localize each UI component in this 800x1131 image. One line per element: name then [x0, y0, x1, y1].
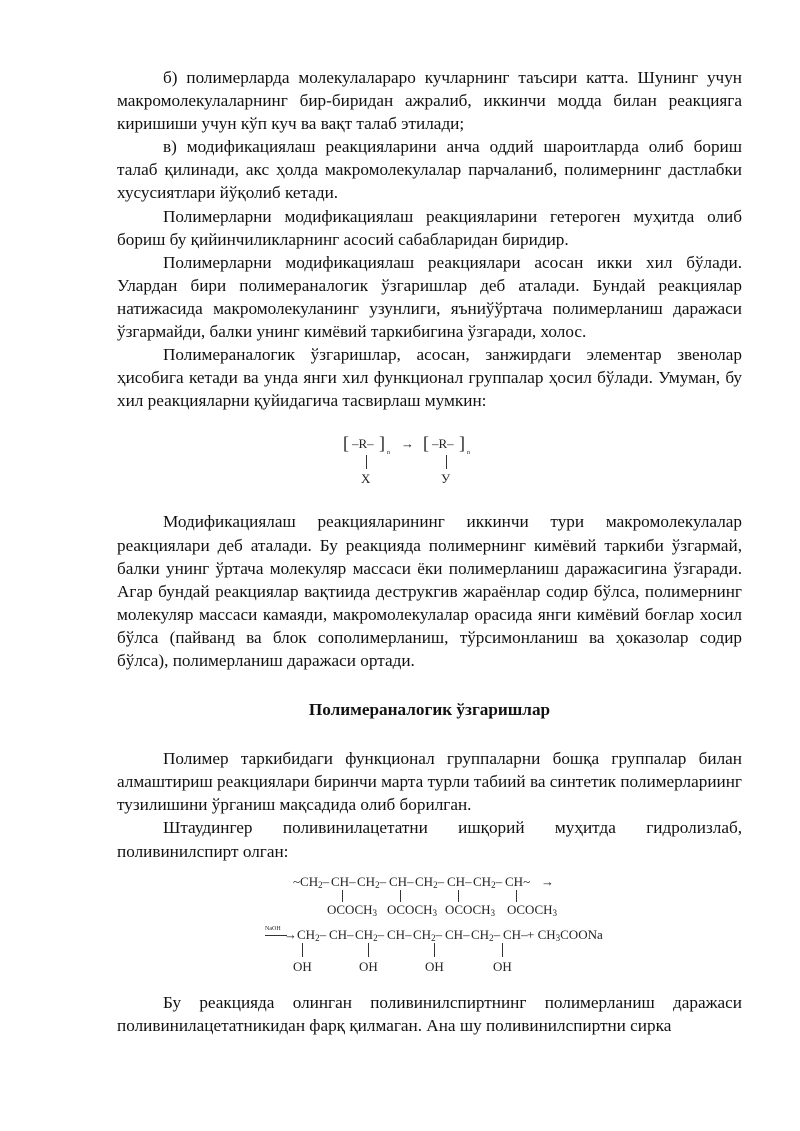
formula1-group-u: У	[441, 471, 451, 487]
formula1-right-n: n	[467, 450, 470, 457]
reagent-naoh: NaOH	[265, 925, 281, 932]
group-oh-c: OH	[425, 958, 444, 974]
chain2-ch2-c: CH2–	[413, 926, 443, 943]
paragraph-pva-result: Бу реакцияда олинган поливинилспиртнинг полимерланиш даражаси поливинилацетатникидан фарқ қилмаган. Ана шу поливинилспиртни сирка	[117, 992, 742, 1035]
group-oh-a: OH	[293, 958, 312, 974]
reagent-arrow-head: →	[284, 926, 297, 942]
formula1-arrow: →	[401, 436, 414, 452]
bond-right	[446, 455, 447, 469]
formula1-left-n: n	[387, 450, 390, 457]
paragraph-b: б) полимерларда молекулалараро кучларнинг таъсири катта. Шунинг учун макромолекулаларнинг бир-биридан ажралиб, иккинчи модда билан реакцияга киришиши учун кўп куч ва вақт талаб этилади;	[117, 68, 742, 134]
bracket-open-left: [	[343, 433, 349, 454]
chain2-ch-b: CH–	[387, 926, 412, 942]
formula-hydrolysis	[117, 871, 742, 987]
chain2-ch-d: CH–	[503, 926, 528, 942]
group-ococh3-a: OCOCH3	[327, 901, 378, 918]
bracket-open-right: [	[423, 433, 429, 454]
paragraph-second-type: Модификациялаш реакцияларининг иккинчи тури макромолекулалар реакциялари деб аталади. Бу реакцияда полимернинг кимёвий таркиби ўзгармай, балки унинг ўртача молекуляр массаси ёки полимерланиш даражасигина ўзгаради. Агар бундай реакциялар вақтиида деструкгив жараёнлар содир бўлса, полимернинг молекуляр массаси камаяди, макромолекулалар орасида янги кимёвий боғлар хосил бўлса (пайванд ва блок сополимерланиш, тўрсимонланиш ва ҳоказолар содир бўлса), полимерланиш даражаси ортади.	[117, 512, 742, 670]
formula2-arrow: →	[541, 873, 554, 889]
formula1-right-unit: –R–	[432, 436, 454, 452]
bond-2d	[502, 943, 503, 957]
group-oh-d: OH	[493, 958, 512, 974]
bracket-close-left: ]	[379, 433, 385, 454]
group-ococh3-c: OCOCH3	[445, 901, 496, 918]
chain2-ch2-a: CH2–	[297, 926, 327, 943]
bond-1b	[400, 890, 401, 902]
chain2-ch2-d: CH2–	[471, 926, 501, 943]
bracket-close-right: ]	[459, 433, 465, 454]
bond-left	[366, 455, 367, 469]
chain2-ch-c: CH–	[445, 926, 470, 942]
chain1-ch-d: CH~	[505, 873, 531, 889]
paragraph-functional-groups: Полимер таркибидаги функционал группаларни бошқа группалар билан алмаштириш реакциялари биринчи марта турли табиий ва синтетик полимерлариинг тузилишини ўрганиш мақсадида олиб борилган.	[117, 749, 742, 815]
paragraph-heterogeneous: Полимерларни модификациялаш реакцияларини гетероген муҳитда олиб бориш бу қийинчиликларнинг асосий сабабларидан биридир.	[117, 206, 742, 249]
chain1-ch2-c: CH2–	[473, 873, 503, 890]
product-sodium-acetate: + CH3COONa	[527, 926, 603, 943]
formula1-left-unit: –R–	[352, 436, 374, 452]
bond-2b	[368, 943, 369, 957]
chain2-ch-a: CH–	[329, 926, 354, 942]
bond-1c	[458, 890, 459, 902]
paragraph-polymeranalog: Полимераналогик ўзгаришлар, асосан, занжирдаги элементар звенолар ҳисобига кетади ва унда янги хил функционал группалар ҳосил бўлади. Умуман, бу хил реакцияларни қуйидагича тасвирлаш мумкин:	[117, 345, 742, 411]
chain1-ch2-a: CH2–	[357, 873, 387, 890]
bond-1a	[342, 890, 343, 902]
bond-1d	[516, 890, 517, 902]
group-ococh3-b: OCOCH3	[387, 901, 438, 918]
document-page	[117, 66, 742, 1037]
paragraph-staudinger: Штаудингер поливинилацетатни ишқорий муҳитда гидролизлаб, поливинилспирт олган:	[117, 818, 742, 861]
chain1-ch2-b: CH2–	[415, 873, 445, 890]
formula-polymeranalog	[117, 422, 742, 502]
paragraph-v: в) модификациялаш реакцияларини анча оддий шароитларда олиб бориш талаб қилинади, акс ҳолда макромолекулалар парчаланиб, полимернинг дастлабки хусусиятлари йўқолиб кетади.	[117, 137, 742, 203]
chain2-ch2-b: CH2–	[355, 926, 385, 943]
chain1-ch-c: CH–	[447, 873, 472, 889]
paragraph-two-types: Полимерларни модификациялаш реакциялари асосан икки хил бўлади. Улардан бири полимераналогик ўзгаришлар деб аталади. Бундай реакциялар натижасида макромолекуланинг узунлиги, яъниўўртача полимерланиш даражаси ўзгармайди, балки унинг кимёвий таркибигина ўзгаради, холос.	[117, 252, 742, 342]
group-oh-b: OH	[359, 958, 378, 974]
group-ococh3-d: OCOCH3	[507, 901, 558, 918]
chain1-ch-b: CH–	[389, 873, 414, 889]
chain1-ch-a: CH–	[331, 873, 356, 889]
section-heading: Полимераналогик ўзгаришлар	[308, 700, 551, 720]
bond-2c	[434, 943, 435, 957]
formula1-group-x: X	[361, 471, 371, 487]
bond-2a	[302, 943, 303, 957]
chain1-start: ~CH2–	[293, 873, 330, 890]
